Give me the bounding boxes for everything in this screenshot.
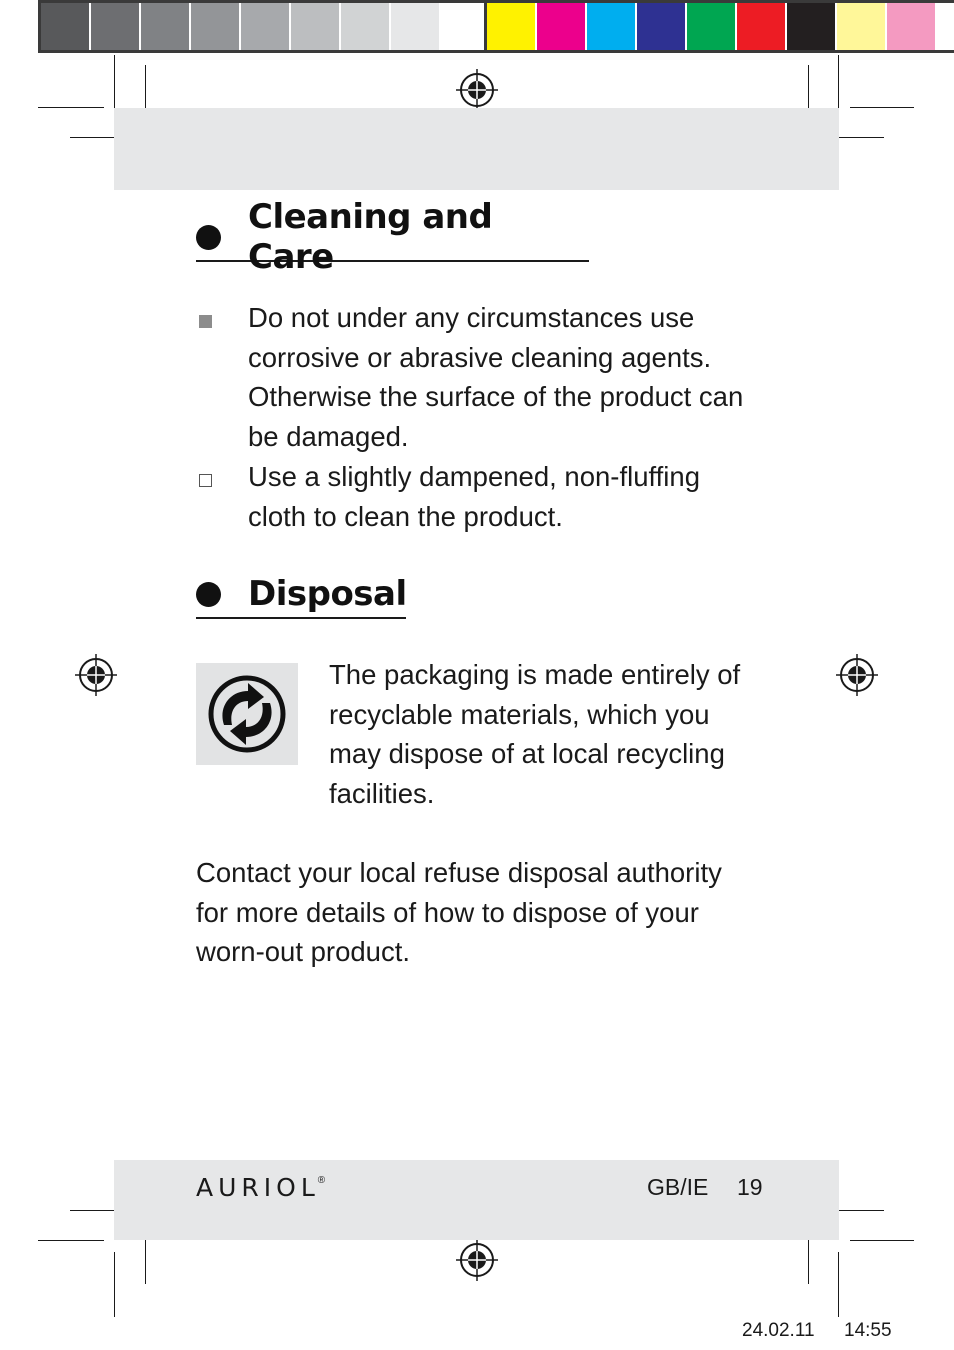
grey-swatch xyxy=(291,3,339,50)
text-line: corrosive or abrasive cleaning agents. xyxy=(248,341,712,373)
registration-mark-icon xyxy=(75,654,117,696)
grey-swatch xyxy=(341,3,389,50)
crop-mark xyxy=(38,1240,104,1241)
print-time: 14:55 xyxy=(844,1320,892,1341)
text-line: cloth to clean the product. xyxy=(248,500,563,532)
color-swatch xyxy=(787,3,835,50)
text-line: may dispose of at local recycling xyxy=(329,738,725,770)
registered-mark: ® xyxy=(317,1175,326,1186)
text-line: for more details of how to dispose of your xyxy=(196,896,699,928)
crop-mark xyxy=(38,107,104,108)
color-swatch xyxy=(487,3,535,50)
brand-name: AURIOL xyxy=(196,1173,320,1202)
list-item xyxy=(248,298,743,457)
registration-mark-icon xyxy=(836,654,878,696)
text-line: Do not under any circumstances use xyxy=(248,302,695,333)
crop-mark xyxy=(850,1240,914,1241)
crop-mark xyxy=(850,107,914,108)
grey-swatch xyxy=(191,3,239,50)
text-line: The packaging is made entirely of xyxy=(329,659,741,690)
crop-mark xyxy=(838,1252,839,1317)
page-number: 19 xyxy=(737,1174,763,1200)
text-line: recyclable materials, which you xyxy=(329,698,710,730)
color-swatch xyxy=(837,3,885,50)
filled-square-bullet-icon xyxy=(199,315,212,328)
region-label: GB/IE xyxy=(647,1174,709,1200)
section-title: Disposal xyxy=(248,574,407,614)
text-line: Otherwise the surface of the product can xyxy=(248,381,744,413)
print-date: 24.02.11 xyxy=(742,1320,815,1341)
brand-logo xyxy=(196,1173,325,1202)
header-band xyxy=(114,108,839,190)
recycling-symbol-box xyxy=(196,663,298,765)
green-dot-recycling-icon xyxy=(196,663,298,765)
grey-swatch xyxy=(391,3,439,50)
color-swatch xyxy=(887,3,935,50)
recycling-paragraph xyxy=(329,655,740,814)
color-swatch xyxy=(687,3,735,50)
text-line: be damaged. xyxy=(248,421,409,453)
grey-swatch xyxy=(441,3,489,50)
grey-swatch xyxy=(91,3,139,50)
heading-bullet-icon xyxy=(196,582,221,607)
text-line: Use a slightly dampened, non-fluffing xyxy=(248,461,700,492)
section-title: Cleaning and Care xyxy=(248,197,493,277)
color-swatch xyxy=(587,3,635,50)
color-swatch xyxy=(537,3,585,50)
grey-swatch xyxy=(241,3,289,50)
grey-swatch xyxy=(41,3,89,50)
heading-bullet-icon xyxy=(196,225,221,250)
color-swatch xyxy=(637,3,685,50)
registration-mark-icon xyxy=(456,69,498,111)
empty-square-bullet-icon xyxy=(199,474,212,487)
grey-swatch xyxy=(141,3,189,50)
section-heading-disposal xyxy=(196,571,406,619)
color-swatch xyxy=(737,3,785,50)
section-heading-cleaning xyxy=(196,197,589,277)
text-line: facilities. xyxy=(329,778,435,810)
text-line: worn-out product. xyxy=(196,936,410,968)
list-item xyxy=(248,457,700,536)
text-line: Contact your local refuse disposal authority xyxy=(196,857,722,888)
crop-mark xyxy=(114,1252,115,1317)
registration-mark-icon xyxy=(456,1239,498,1281)
contact-paragraph xyxy=(196,853,722,972)
